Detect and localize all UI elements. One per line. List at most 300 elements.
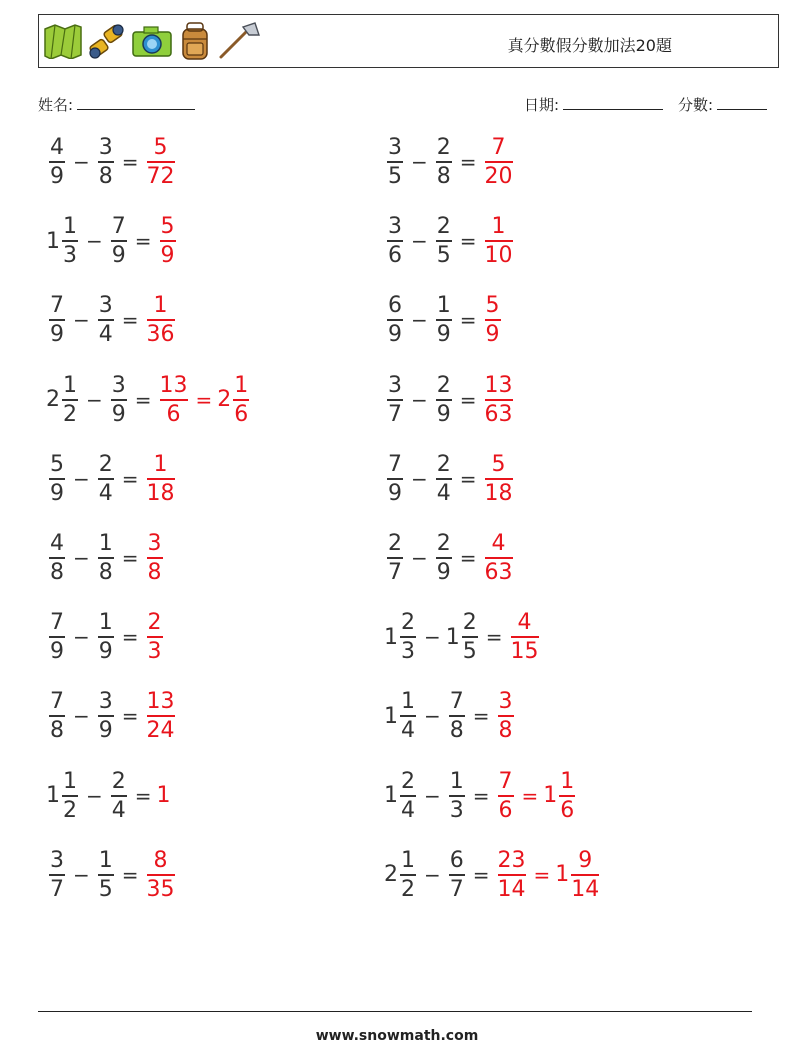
operand-a-fraction bbox=[400, 609, 416, 665]
answer-mixed-fraction bbox=[233, 372, 249, 428]
operand-b-numerator: 2 bbox=[436, 372, 451, 398]
operand-b-denominator: 8 bbox=[449, 718, 464, 744]
answer-value-denominator: 63 bbox=[484, 401, 513, 427]
footer-url: www.snowmath.com bbox=[315, 1028, 479, 1044]
answer-value-numerator: 2 bbox=[147, 610, 162, 636]
answer bbox=[144, 609, 166, 665]
operand-a bbox=[384, 768, 419, 824]
operand-a-fraction bbox=[387, 213, 403, 269]
operand-a-numerator: 3 bbox=[388, 135, 402, 160]
operand-a-numerator: 1 bbox=[63, 768, 77, 794]
name-blank[interactable] bbox=[77, 96, 195, 110]
answer-value-fraction bbox=[147, 451, 175, 507]
answer-value-denominator: 24 bbox=[146, 718, 175, 744]
equals-sign: = bbox=[121, 704, 139, 729]
operand-a-numerator: 7 bbox=[50, 689, 64, 715]
operand-b-numerator: 1 bbox=[98, 531, 113, 556]
operand-a-numerator: 2 bbox=[401, 610, 415, 636]
answer-value-denominator: 10 bbox=[484, 243, 513, 269]
answer bbox=[482, 372, 516, 428]
answer-value-fraction bbox=[485, 451, 513, 507]
answer-value-fraction bbox=[160, 372, 188, 428]
operand-b bbox=[433, 372, 455, 428]
answer-value-numerator: 3 bbox=[498, 689, 513, 715]
operand-a-fraction bbox=[49, 688, 65, 744]
operand-a bbox=[384, 213, 406, 269]
operand-a-denominator: 3 bbox=[63, 243, 77, 269]
operand-b-fraction bbox=[436, 372, 452, 428]
operand-a-denominator: 9 bbox=[50, 322, 64, 348]
problem-item bbox=[384, 684, 517, 748]
answer-value-numerator: 5 bbox=[160, 214, 175, 240]
operand-b bbox=[433, 530, 455, 586]
operand-a-fraction bbox=[49, 134, 65, 190]
operand-a bbox=[46, 530, 68, 586]
operand-a bbox=[384, 134, 406, 190]
problem-item bbox=[384, 764, 578, 828]
map-icon bbox=[43, 23, 83, 59]
answer-value bbox=[144, 451, 178, 507]
operand-a-denominator: 9 bbox=[388, 480, 402, 506]
minus-sign: − bbox=[73, 466, 90, 491]
operand-a bbox=[384, 530, 406, 586]
operand-a-fraction bbox=[387, 134, 403, 190]
answer-value-denominator: 6 bbox=[498, 797, 513, 823]
answer-value bbox=[144, 134, 178, 190]
operand-b-fraction bbox=[98, 134, 114, 190]
problem-item bbox=[46, 130, 178, 194]
equals-sign: = bbox=[459, 150, 477, 174]
answer-value-denominator: 3 bbox=[147, 639, 162, 665]
answer-mixed bbox=[543, 768, 578, 824]
answer bbox=[482, 213, 516, 269]
operand-b-numerator: 1 bbox=[98, 610, 113, 636]
operand-a-denominator: 2 bbox=[401, 876, 415, 902]
operand-a-numerator: 4 bbox=[50, 135, 64, 160]
operand-a-numerator: 1 bbox=[63, 372, 77, 398]
operand-a-fraction bbox=[62, 768, 78, 824]
operand-b bbox=[95, 530, 117, 586]
score-label: 分數: bbox=[678, 96, 714, 114]
operand-a-fraction bbox=[387, 292, 403, 348]
operand-b-fraction bbox=[436, 213, 452, 269]
answer-value bbox=[508, 609, 542, 665]
operand-a bbox=[46, 847, 68, 903]
operand-b bbox=[433, 213, 455, 269]
answer-value-numerator: 1 bbox=[153, 451, 168, 477]
score-blank[interactable] bbox=[717, 96, 767, 110]
answer-value-fraction bbox=[147, 530, 163, 586]
operand-a-numerator: 3 bbox=[50, 847, 64, 873]
equals-sign: = bbox=[472, 783, 490, 808]
operand-b-fraction bbox=[449, 688, 465, 744]
answer-equals-sign: = bbox=[195, 387, 213, 412]
answer-value-fraction bbox=[485, 134, 513, 190]
operand-a-fraction bbox=[400, 688, 416, 744]
operand-b-denominator: 5 bbox=[436, 243, 451, 269]
backpack-icon bbox=[177, 21, 213, 61]
answer-value-fraction bbox=[160, 213, 176, 269]
operand-b-fraction bbox=[436, 530, 452, 586]
operand-b-denominator: 8 bbox=[98, 164, 113, 189]
operand-b-denominator: 8 bbox=[436, 164, 451, 189]
minus-sign: − bbox=[411, 229, 428, 254]
operand-b-denominator: 9 bbox=[111, 243, 126, 269]
operand-a-denominator: 8 bbox=[50, 560, 64, 585]
operand-b-denominator: 9 bbox=[436, 401, 451, 427]
operand-b-numerator: 7 bbox=[449, 689, 464, 715]
answer-value-fraction bbox=[485, 372, 513, 428]
problem-item bbox=[384, 526, 516, 590]
answer-value bbox=[482, 213, 516, 269]
operand-b-denominator: 9 bbox=[436, 560, 451, 585]
problem-item bbox=[46, 605, 166, 669]
answer-value bbox=[144, 530, 166, 586]
answer-value-fraction bbox=[485, 530, 513, 586]
operand-a-numerator: 1 bbox=[401, 689, 415, 715]
equals-sign: = bbox=[472, 704, 490, 729]
operand-a-whole: 2 bbox=[46, 387, 60, 413]
answer-value bbox=[482, 372, 516, 428]
answer-value-numerator: 7 bbox=[491, 135, 506, 160]
operand-b-fraction bbox=[98, 451, 114, 507]
minus-sign: − bbox=[411, 546, 428, 570]
operand-a-numerator: 5 bbox=[50, 451, 64, 477]
answer-mixed-numerator: 9 bbox=[578, 847, 593, 873]
operand-a-fraction bbox=[49, 609, 65, 665]
answer-value bbox=[144, 688, 178, 744]
operand-b-fraction bbox=[449, 847, 465, 903]
operand-b-denominator: 4 bbox=[436, 480, 451, 506]
operand-b bbox=[95, 451, 117, 507]
problem-item bbox=[384, 130, 516, 194]
problem-item bbox=[46, 368, 252, 432]
equals-sign: = bbox=[121, 308, 139, 333]
operand-b-denominator: 9 bbox=[98, 718, 113, 744]
operand-a bbox=[46, 688, 68, 744]
operand-b bbox=[95, 847, 117, 903]
problem-item bbox=[384, 288, 504, 352]
equals-sign: = bbox=[472, 862, 490, 887]
operand-b-fraction bbox=[98, 530, 114, 586]
answer-mixed-whole: 2 bbox=[217, 387, 232, 413]
operand-a-whole: 1 bbox=[384, 703, 398, 729]
operand-a-denominator: 9 bbox=[388, 322, 402, 348]
operand-a-fraction bbox=[49, 847, 65, 903]
answer-value-fraction bbox=[498, 847, 526, 903]
equals-sign: = bbox=[121, 625, 139, 650]
problem-item bbox=[46, 764, 170, 828]
answer bbox=[495, 847, 603, 903]
operand-a bbox=[46, 372, 81, 428]
operand-a-denominator: 5 bbox=[388, 164, 402, 189]
operand-a-denominator: 7 bbox=[388, 401, 402, 427]
date-blank[interactable] bbox=[563, 96, 663, 110]
answer bbox=[157, 213, 179, 269]
minus-sign: − bbox=[411, 308, 428, 333]
answer-value-denominator: 72 bbox=[146, 164, 175, 189]
binoculars-icon bbox=[87, 22, 127, 60]
operand-a-numerator: 6 bbox=[388, 293, 402, 319]
minus-sign: − bbox=[424, 862, 441, 887]
minus-sign: − bbox=[424, 625, 441, 650]
answer-value-numerator: 13 bbox=[484, 372, 513, 398]
answer bbox=[144, 292, 178, 348]
answer bbox=[482, 292, 504, 348]
operand-b-fraction bbox=[98, 292, 114, 348]
operand-b bbox=[95, 292, 117, 348]
answer-value-fraction bbox=[485, 292, 501, 348]
operand-b-numerator: 1 bbox=[98, 847, 113, 873]
operand-b-fraction bbox=[98, 609, 114, 665]
operand-b-fraction bbox=[111, 213, 127, 269]
date-field bbox=[524, 94, 663, 115]
answer-value-numerator: 5 bbox=[153, 135, 168, 160]
answer-value-numerator: 3 bbox=[147, 531, 162, 556]
minus-sign: − bbox=[73, 704, 90, 729]
minus-sign: − bbox=[73, 625, 90, 650]
operand-a-denominator: 8 bbox=[50, 718, 64, 744]
answer-value-fraction bbox=[485, 213, 513, 269]
answer bbox=[482, 451, 516, 507]
answer-value-denominator: 14 bbox=[497, 876, 526, 902]
answer-value-fraction bbox=[147, 292, 175, 348]
operand-a-numerator: 7 bbox=[50, 293, 64, 319]
operand-a-fraction bbox=[387, 451, 403, 507]
operand-b bbox=[433, 134, 455, 190]
answer-value bbox=[144, 609, 166, 665]
operand-a bbox=[384, 292, 406, 348]
worksheet-title: 真分數假分數加法20題 bbox=[507, 36, 672, 55]
equals-sign: = bbox=[134, 783, 152, 808]
operand-a-numerator: 2 bbox=[388, 531, 402, 556]
operand-b bbox=[446, 688, 468, 744]
answer-value bbox=[482, 292, 504, 348]
answer-value-denominator: 6 bbox=[166, 401, 181, 427]
operand-a bbox=[384, 847, 419, 903]
answer-value bbox=[144, 292, 178, 348]
equals-sign: = bbox=[121, 466, 139, 491]
operand-b-fraction bbox=[462, 609, 478, 665]
equals-sign: = bbox=[121, 150, 139, 174]
operand-a-numerator: 3 bbox=[388, 214, 402, 240]
operand-b-numerator: 2 bbox=[462, 610, 477, 636]
operand-b bbox=[95, 688, 117, 744]
minus-sign: − bbox=[73, 862, 90, 887]
answer-value-numerator: 23 bbox=[497, 847, 526, 873]
answer-value-denominator: 35 bbox=[146, 876, 175, 902]
operand-b-numerator: 2 bbox=[111, 768, 126, 794]
operand-b-numerator: 3 bbox=[98, 293, 113, 319]
operand-a bbox=[46, 213, 81, 269]
answer-value-fraction bbox=[498, 688, 514, 744]
answer bbox=[144, 134, 178, 190]
axe-icon bbox=[217, 21, 261, 61]
answer-value-denominator: 18 bbox=[146, 480, 175, 506]
operand-b bbox=[108, 372, 130, 428]
problem-item bbox=[46, 843, 178, 907]
answer-value-fraction bbox=[147, 609, 163, 665]
operand-a-denominator: 7 bbox=[388, 560, 402, 585]
operand-b-numerator: 2 bbox=[98, 451, 113, 477]
answer bbox=[495, 688, 517, 744]
operand-a bbox=[46, 451, 68, 507]
operand-a bbox=[46, 609, 68, 665]
operand-a-numerator: 2 bbox=[401, 768, 415, 794]
equals-sign: = bbox=[485, 625, 503, 650]
operand-a-denominator: 2 bbox=[63, 401, 77, 427]
operand-b-denominator: 9 bbox=[98, 639, 113, 665]
operand-a-whole: 1 bbox=[384, 783, 398, 809]
operand-b-fraction bbox=[98, 847, 114, 903]
equals-sign: = bbox=[121, 546, 139, 570]
answer-equals-sign: = bbox=[533, 862, 551, 887]
operand-a-fraction bbox=[62, 213, 78, 269]
operand-a bbox=[384, 451, 406, 507]
answer-mixed-denominator: 6 bbox=[234, 401, 249, 427]
answer-value-denominator: 8 bbox=[498, 718, 513, 744]
operand-b-denominator: 5 bbox=[98, 876, 113, 902]
answer-value-denominator: 63 bbox=[484, 560, 513, 585]
answer bbox=[144, 530, 166, 586]
answer bbox=[495, 768, 579, 824]
answer-value-whole: 1 bbox=[156, 783, 171, 809]
problem-item bbox=[46, 209, 179, 273]
operand-b-denominator: 7 bbox=[449, 876, 464, 902]
operand-a-numerator: 1 bbox=[401, 847, 415, 873]
equals-sign: = bbox=[459, 308, 477, 333]
operand-a-numerator: 4 bbox=[50, 531, 64, 556]
operand-b-numerator: 2 bbox=[436, 135, 451, 160]
operand-a-denominator: 7 bbox=[50, 876, 64, 902]
operand-a-denominator: 9 bbox=[50, 480, 64, 506]
problem-item bbox=[384, 843, 602, 907]
problem-item bbox=[384, 368, 516, 432]
operand-a bbox=[384, 609, 419, 665]
minus-sign: − bbox=[86, 387, 103, 412]
answer-mixed-numerator: 1 bbox=[234, 372, 249, 398]
answer-value-numerator: 5 bbox=[485, 293, 500, 319]
problem-item bbox=[384, 605, 542, 669]
answer-value bbox=[157, 372, 191, 428]
answer-value bbox=[482, 530, 516, 586]
operand-a-numerator: 7 bbox=[50, 610, 64, 636]
problem-item bbox=[384, 209, 516, 273]
answer-mixed bbox=[555, 847, 602, 903]
problem-item bbox=[46, 447, 178, 511]
equals-sign: = bbox=[134, 229, 152, 254]
operand-b-numerator: 7 bbox=[111, 214, 126, 240]
footer-divider bbox=[38, 1011, 752, 1012]
problem-item bbox=[46, 288, 178, 352]
operand-b-numerator: 6 bbox=[449, 847, 464, 873]
answer-value-denominator: 9 bbox=[485, 322, 500, 348]
operand-a-fraction bbox=[400, 847, 416, 903]
date-label: 日期: bbox=[524, 96, 560, 114]
minus-sign: − bbox=[411, 150, 428, 174]
operand-b-numerator: 2 bbox=[436, 531, 451, 556]
score-field bbox=[678, 94, 767, 115]
minus-sign: − bbox=[411, 387, 428, 412]
operand-b-denominator: 5 bbox=[462, 639, 477, 665]
operand-a-fraction bbox=[49, 530, 65, 586]
answer-mixed bbox=[217, 372, 252, 428]
operand-b-denominator: 4 bbox=[111, 797, 126, 823]
answer-value bbox=[157, 783, 170, 808]
operand-a-denominator: 4 bbox=[401, 797, 415, 823]
answer-value-denominator: 18 bbox=[484, 480, 513, 506]
answer-value bbox=[157, 213, 179, 269]
equals-sign: = bbox=[459, 546, 477, 570]
operand-b-fraction bbox=[449, 768, 465, 824]
operand-a-fraction bbox=[387, 530, 403, 586]
answer-value-numerator: 1 bbox=[153, 293, 168, 319]
answer-value-fraction bbox=[498, 768, 514, 824]
answer bbox=[157, 372, 253, 428]
minus-sign: − bbox=[424, 704, 441, 729]
operand-a-whole: 1 bbox=[46, 228, 60, 254]
operand-b-fraction bbox=[436, 292, 452, 348]
answer-value-fraction bbox=[147, 688, 175, 744]
answer-value-denominator: 8 bbox=[147, 560, 162, 585]
answer-mixed-whole: 1 bbox=[543, 783, 558, 809]
operand-a-denominator: 9 bbox=[50, 639, 64, 665]
name-label: 姓名: bbox=[38, 96, 74, 114]
operand-b-fraction bbox=[436, 451, 452, 507]
camera-icon bbox=[131, 24, 173, 58]
answer bbox=[482, 134, 516, 190]
answer-value-numerator: 4 bbox=[517, 610, 532, 636]
operand-b-numerator: 2 bbox=[436, 451, 451, 477]
operand-a bbox=[384, 688, 419, 744]
operand-b bbox=[108, 213, 130, 269]
operand-b bbox=[433, 292, 455, 348]
operand-b-denominator: 4 bbox=[98, 322, 113, 348]
operand-a-denominator: 9 bbox=[50, 164, 64, 189]
answer-value-numerator: 4 bbox=[491, 531, 506, 556]
operand-b-fraction bbox=[436, 134, 452, 190]
minus-sign: − bbox=[73, 150, 90, 174]
answer-mixed-denominator: 6 bbox=[560, 797, 575, 823]
operand-a-numerator: 3 bbox=[388, 372, 402, 398]
answer-value-denominator: 20 bbox=[484, 164, 513, 189]
minus-sign: − bbox=[86, 229, 103, 254]
operand-b-denominator: 9 bbox=[111, 401, 126, 427]
answer-value-fraction bbox=[511, 609, 539, 665]
equals-sign: = bbox=[459, 229, 477, 254]
problem-item bbox=[384, 447, 516, 511]
operand-a-fraction bbox=[62, 372, 78, 428]
operand-a-denominator: 6 bbox=[388, 243, 402, 269]
header-box bbox=[38, 14, 779, 68]
name-field bbox=[38, 94, 195, 115]
answer-mixed-fraction bbox=[559, 768, 575, 824]
answer bbox=[157, 783, 170, 808]
minus-sign: − bbox=[411, 466, 428, 491]
operand-a-denominator: 3 bbox=[401, 639, 415, 665]
problem-item bbox=[46, 526, 166, 590]
operand-b-whole: 1 bbox=[445, 624, 460, 650]
operand-a-whole: 1 bbox=[384, 624, 398, 650]
operand-a-whole: 2 bbox=[384, 862, 398, 888]
answer-value-denominator: 36 bbox=[146, 322, 175, 348]
operand-a-fraction bbox=[387, 372, 403, 428]
answer-equals-sign: = bbox=[521, 783, 539, 808]
operand-b bbox=[433, 451, 455, 507]
operand-b bbox=[446, 609, 481, 665]
answer bbox=[144, 451, 178, 507]
answer-mixed-denominator: 14 bbox=[571, 876, 600, 902]
